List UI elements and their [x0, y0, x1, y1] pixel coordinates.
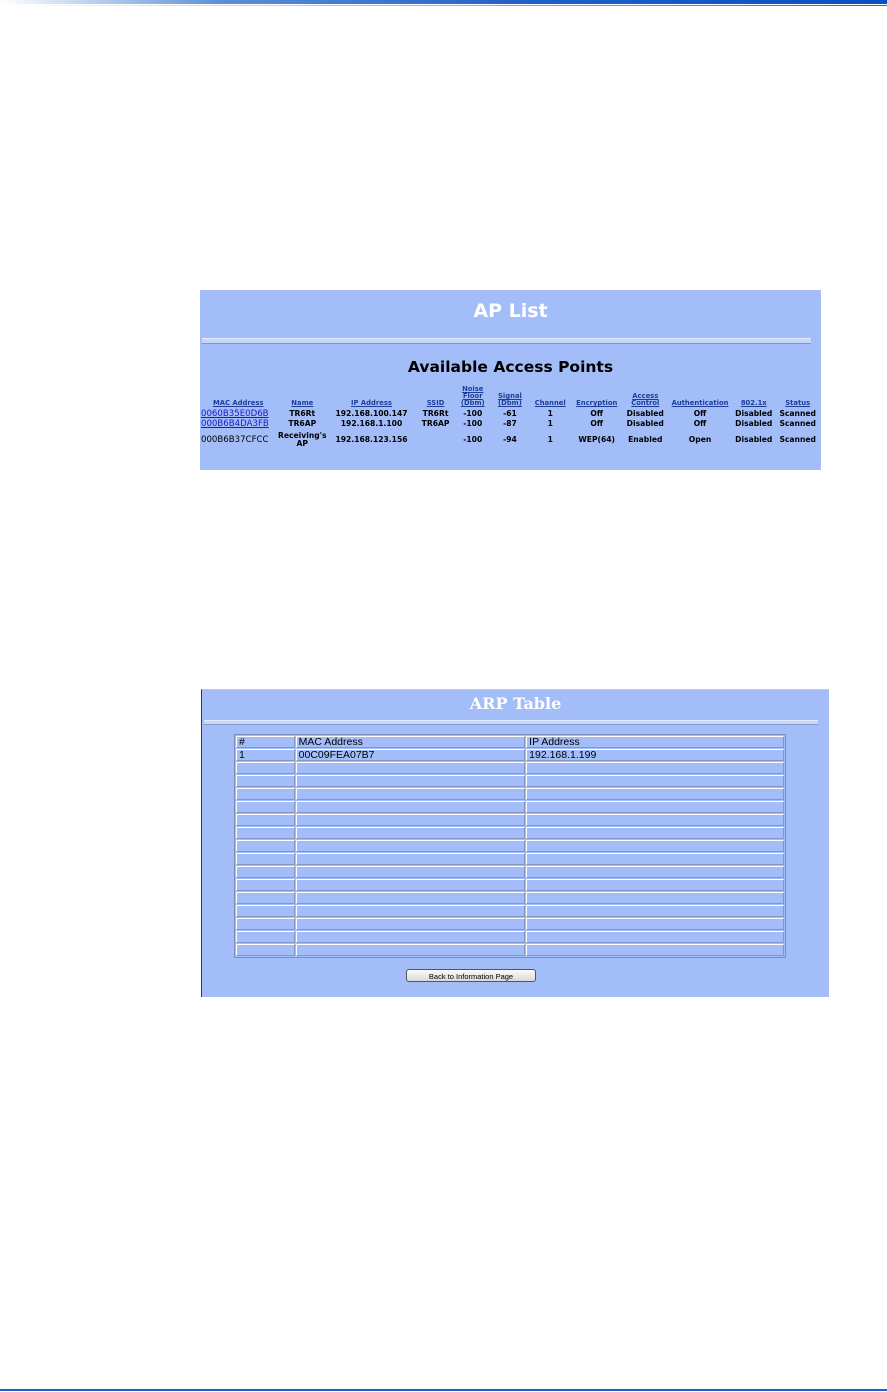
ap-table	[200, 386, 821, 451]
col-ip-address: IP Address	[526, 736, 784, 748]
col-status[interactable]: Status	[785, 399, 811, 407]
col-name[interactable]: Name	[291, 399, 314, 407]
empty-row	[236, 879, 784, 891]
ap-row	[200, 419, 821, 429]
empty-row	[236, 788, 784, 800]
ap-channel: 1	[547, 419, 553, 428]
ap-access-control: Disabled	[626, 409, 664, 418]
ap-authentication: Off	[693, 409, 707, 418]
ap-row	[200, 429, 821, 451]
col-authentication[interactable]: Authentication	[671, 399, 729, 407]
top-rule	[0, 0, 887, 4]
arp-table	[234, 734, 786, 958]
col-ip-address[interactable]: IP Address	[351, 399, 392, 407]
ap-name: TR6Rt	[289, 409, 316, 418]
ap-ip: 192.168.1.100	[340, 419, 403, 428]
ap-encryption: WEP(64)	[578, 435, 616, 444]
ap-noise: -100	[463, 435, 483, 444]
ap-name: TR6AP	[288, 419, 317, 428]
ap-encryption: Off	[590, 409, 604, 418]
empty-row	[236, 827, 784, 839]
ap-ssid: TR6Rt	[422, 409, 449, 418]
empty-row	[236, 931, 784, 943]
ap-ssid: TR6AP	[421, 419, 450, 428]
col-mac-address[interactable]: MAC Address	[213, 399, 264, 407]
empty-row	[236, 801, 784, 813]
ap-status: Scanned	[779, 419, 816, 428]
ap-signal: -61	[503, 409, 517, 418]
ap-authentication: Off	[693, 419, 707, 428]
arp-table-header	[236, 736, 784, 748]
ap-list-title: AP List	[473, 300, 548, 322]
col-channel[interactable]: Channel	[534, 399, 566, 407]
bottom-rule	[0, 1389, 887, 1391]
ap-name: Receiving's AP	[278, 431, 327, 448]
col-signal[interactable]: Signal (Dbm)	[498, 392, 522, 407]
ap-encryption: Off	[590, 419, 604, 428]
empty-row	[236, 840, 784, 852]
col-ssid[interactable]: SSID	[426, 399, 445, 407]
top-rule-thin	[0, 5, 887, 6]
ap-noise: -100	[463, 419, 483, 428]
back-to-information-page-button[interactable]: Back to Information Page	[406, 969, 536, 982]
empty-row	[236, 918, 784, 930]
mac-link[interactable]: 000B6B4DA3FB	[201, 419, 269, 429]
col-noise-floor[interactable]: Noise Floor (Dbm)	[460, 385, 485, 407]
ap-access-control: Disabled	[626, 419, 664, 428]
arp-divider	[204, 720, 818, 725]
empty-row	[236, 905, 784, 917]
empty-row	[236, 944, 784, 956]
ap-table-header	[200, 386, 821, 409]
mac-link[interactable]: 0060B35E0D6B	[201, 409, 269, 419]
ap-signal: -87	[503, 419, 517, 428]
ap-802-1x: Disabled	[735, 409, 773, 418]
col-access-control[interactable]: Access Control	[631, 392, 660, 407]
empty-row	[236, 775, 784, 787]
empty-row	[236, 853, 784, 865]
ap-channel: 1	[547, 435, 553, 444]
empty-row	[236, 892, 784, 904]
ap-list-divider	[202, 338, 811, 344]
ap-ip: 192.168.100.147	[335, 409, 408, 418]
col-802-1x[interactable]: 802.1x	[740, 399, 767, 407]
col-encryption[interactable]: Encryption	[576, 399, 618, 407]
empty-row	[236, 814, 784, 826]
ap-ip: 192.168.123.156	[335, 435, 408, 444]
ap-ssid	[415, 429, 456, 451]
ap-802-1x: Disabled	[735, 419, 773, 428]
empty-row	[236, 762, 784, 774]
ap-authentication: Open	[688, 435, 712, 444]
ap-list-subtitle: Available Access Points	[407, 358, 614, 376]
col-number: #	[236, 736, 295, 748]
arp-ip: 192.168.1.199	[526, 749, 784, 761]
ap-status: Scanned	[779, 409, 816, 418]
ap-channel: 1	[547, 409, 553, 418]
empty-row	[236, 866, 784, 878]
arp-mac: 00C09FEA07B7	[296, 749, 526, 761]
arp-table-panel	[201, 689, 829, 997]
arp-table-title: ARP Table	[469, 694, 562, 713]
arp-number: 1	[236, 749, 295, 761]
ap-status: Scanned	[779, 435, 816, 444]
mac-text: 000B6B37CFCC	[201, 435, 269, 445]
ap-signal: -94	[503, 435, 517, 444]
table-row	[236, 749, 784, 761]
col-mac-address: MAC Address	[296, 736, 526, 748]
ap-802-1x: Disabled	[735, 435, 773, 444]
ap-noise: -100	[463, 409, 483, 418]
ap-list-panel	[200, 290, 821, 470]
ap-access-control: Enabled	[628, 435, 663, 444]
ap-row	[200, 409, 821, 419]
